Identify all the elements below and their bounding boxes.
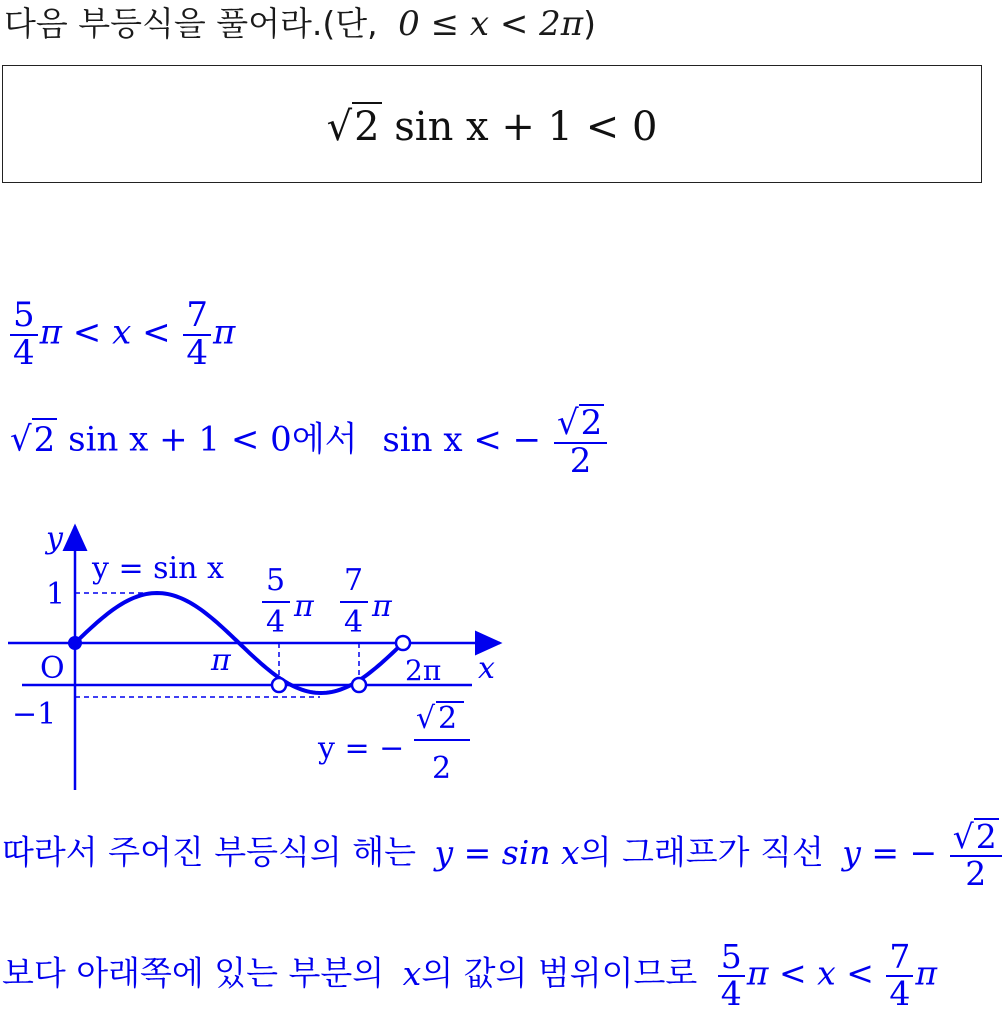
open-point-2pi [396, 636, 410, 650]
explanation-text: 의 값의 범위이므로 [421, 953, 698, 993]
origin-label: O [40, 651, 65, 686]
mark2-denominator: 4 [344, 605, 364, 640]
problem-condition-math: 0 ≤ x < 2π [398, 4, 584, 44]
boxed-inequality [3, 102, 981, 150]
boxed-inequality-rest: sin x + 1 < 0 [394, 104, 658, 150]
explanation-text: 따라서 주어진 부등식의 해는 [2, 832, 417, 872]
frac-denominator: 2 [569, 440, 592, 481]
explanation-text: 의 그래프가 직선 [579, 832, 824, 872]
frac-numerator: 5 [718, 940, 745, 977]
explanation-frac-sqrt2-over-2 [950, 818, 1002, 891]
step-expression: sin x + 1 < 0 [68, 419, 292, 460]
explanation-frac-5-4 [718, 937, 745, 1013]
answer-pi: π [213, 312, 236, 353]
line-label-lhs: y = − [318, 731, 405, 766]
explanation-math: y = sin x [434, 832, 580, 872]
explanation-math: π < x < [746, 953, 874, 993]
frac-numerator: √2 [554, 404, 607, 444]
sqrt-radicand: 2 [975, 817, 997, 856]
step-frac-sqrt2-over-2 [554, 404, 607, 479]
answer [8, 295, 236, 373]
tick-label-2pi: 2π [405, 654, 442, 687]
answer-middle: π < x < [39, 312, 171, 353]
mark1-pi: π [294, 589, 314, 624]
origin-point [68, 636, 82, 650]
line-label-sqrt-sign: √ [416, 701, 436, 736]
frac-numerator: 7 [183, 298, 211, 336]
step-suffix: 에서 [291, 419, 358, 460]
frac-denominator: 4 [720, 973, 742, 1013]
open-point-7pi-4 [352, 678, 366, 692]
frac-numerator: 5 [10, 298, 38, 336]
explanation-line-1 [2, 818, 1004, 891]
tick-label-neg-1: −1 [12, 697, 57, 732]
sqrt-sign: √ [326, 104, 353, 150]
frac-numerator: √2 [950, 818, 1002, 857]
step-rhs: sin x < − [382, 419, 542, 460]
mark2-numerator: 7 [344, 563, 364, 598]
frac-denominator: 4 [186, 332, 209, 373]
answer-frac-7-4 [183, 295, 211, 373]
sqrt-radicand: 2 [354, 104, 380, 150]
explanation-math: π [915, 953, 938, 993]
problem-instruction: 다음 부등식을 풀어라. [4, 4, 323, 43]
y-axis-label: y [46, 521, 63, 556]
answer-frac-5-4 [10, 295, 38, 373]
explanation-frac-7-4 [886, 937, 913, 1013]
problem-condition-open: (단, [322, 4, 378, 43]
mark1-denominator: 4 [266, 605, 286, 640]
sine-graph [0, 512, 520, 802]
problem-statement [4, 4, 596, 44]
tick-label-1: 1 [46, 577, 66, 612]
mark1-numerator: 5 [266, 563, 286, 598]
mark2-pi: π [372, 589, 392, 624]
explanation-math: x [402, 953, 422, 993]
problem-condition-close: ) [583, 4, 596, 43]
frac-denominator: 4 [13, 332, 35, 373]
x-axis-label: x [478, 651, 495, 686]
problem-box [2, 65, 982, 183]
line-label-sqrt-radicand: 2 [438, 701, 458, 736]
sqrt-radicand: 2 [33, 419, 56, 460]
tick-label-pi: π [211, 643, 231, 678]
sqrt-sign: √ [10, 419, 32, 460]
open-point-5pi-4 [272, 678, 286, 692]
frac-denominator: 4 [889, 973, 911, 1013]
explanation-text: 보다 아래쪽에 있는 부분의 [2, 953, 385, 993]
line-label-denominator: 2 [432, 751, 452, 786]
explanation-line-2 [2, 937, 938, 1013]
frac-denominator: 2 [965, 853, 987, 893]
solution-step [10, 404, 609, 479]
explanation-math: y = − [842, 832, 938, 872]
curve-label: y = sin x [92, 551, 224, 586]
sqrt-radicand: 2 [580, 403, 603, 443]
frac-numerator: 7 [886, 940, 913, 977]
